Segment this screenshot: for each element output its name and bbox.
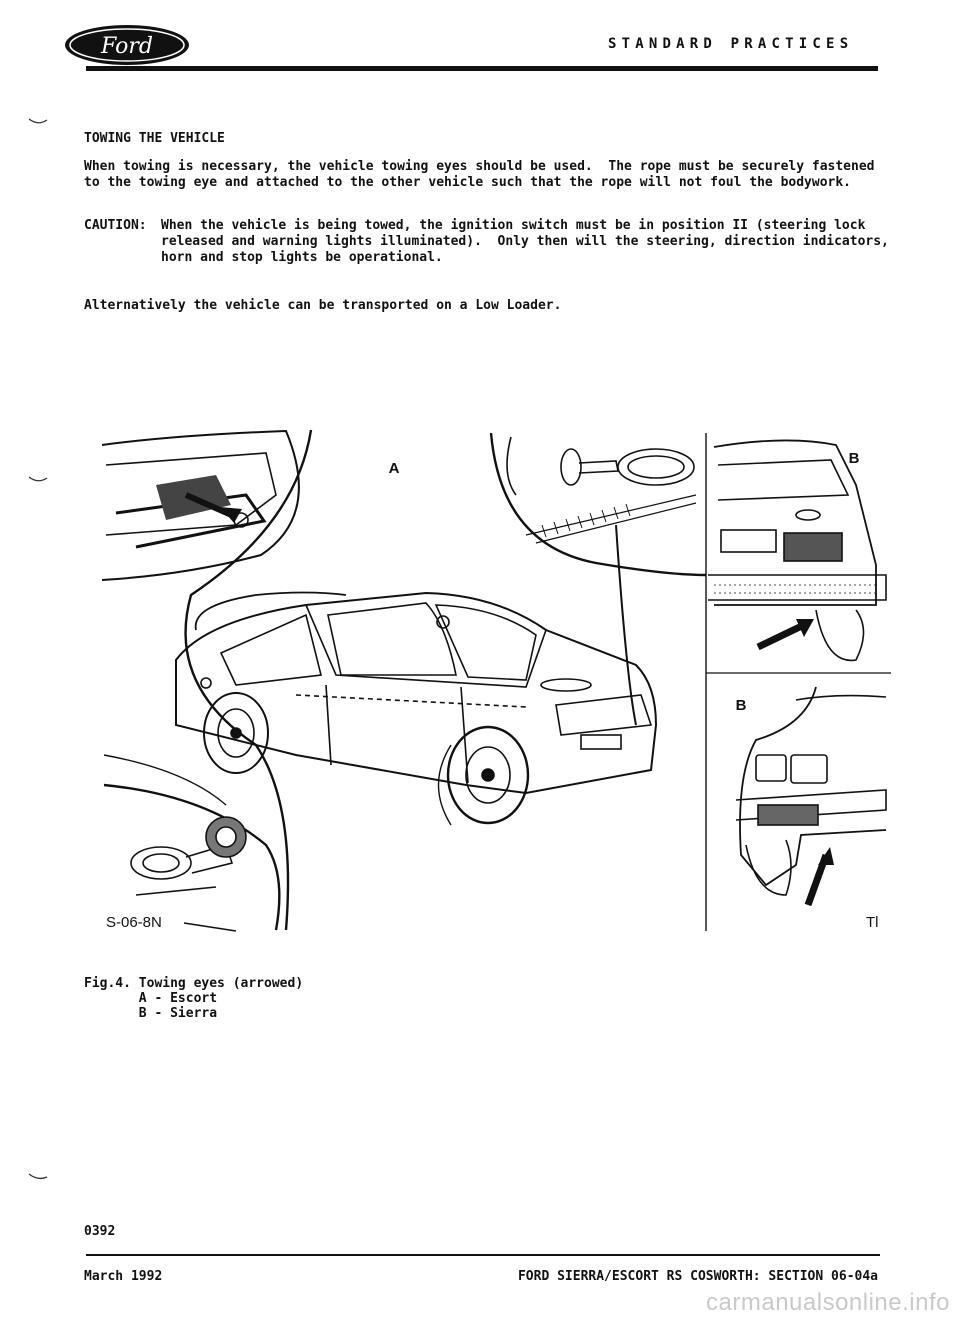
caution-label: CAUTION: xyxy=(84,218,147,233)
figure-ref-right: Tl xyxy=(866,914,879,931)
figure-ref-code: S-06-8N xyxy=(106,914,162,931)
margin-mark xyxy=(28,476,48,484)
caution-line: released and warning lights illuminated). Only then will the steering, direction indicators, xyxy=(161,234,889,249)
caution-text xyxy=(161,218,889,266)
caption-line: Fig.4. Towing eyes (arrowed) xyxy=(84,976,304,991)
figure-label-b-top: B xyxy=(848,450,860,467)
margin-mark xyxy=(28,1173,48,1181)
page-header-title: STANDARD PRACTICES xyxy=(608,36,854,52)
caution-line: horn and stop lights be operational. xyxy=(161,250,443,265)
caption-line: B - Sierra xyxy=(84,1006,218,1021)
caution-line: When the vehicle is being towed, the ignition switch must be in position II (steering lock xyxy=(161,218,866,233)
figure-caption xyxy=(84,976,303,1021)
paragraph-line: When towing is necessary, the vehicle towing eyes should be used. The rope must be securely fastened xyxy=(84,159,875,174)
logo-text: Ford xyxy=(101,34,153,59)
margin-mark xyxy=(28,118,48,126)
caption-line: A - Escort xyxy=(84,991,218,1006)
paragraph-line: to the towing eye and attached to the other vehicle such that the rope will not foul the bodywork. xyxy=(84,175,852,190)
footer-manual-title: FORD SIERRA/ESCORT RS COSWORTH: SECTION 06-04a xyxy=(517,1269,878,1284)
towing-eyes-illustration xyxy=(96,425,896,935)
figure-label-b-bottom: B xyxy=(735,697,747,714)
footer-divider xyxy=(86,1254,880,1256)
page-code: 0392 xyxy=(84,1224,116,1239)
watermark: carmanualsonline.info xyxy=(706,1289,950,1316)
figure-label-a: A xyxy=(388,460,400,477)
section-heading: TOWING THE VEHICLE xyxy=(84,131,225,146)
footer-date: March 1992 xyxy=(84,1269,163,1284)
ford-logo xyxy=(62,22,192,68)
transport-paragraph: Alternatively the vehicle can be transported on a Low Loader. xyxy=(84,298,562,313)
header-divider xyxy=(86,66,878,71)
towing-paragraph xyxy=(84,159,875,191)
